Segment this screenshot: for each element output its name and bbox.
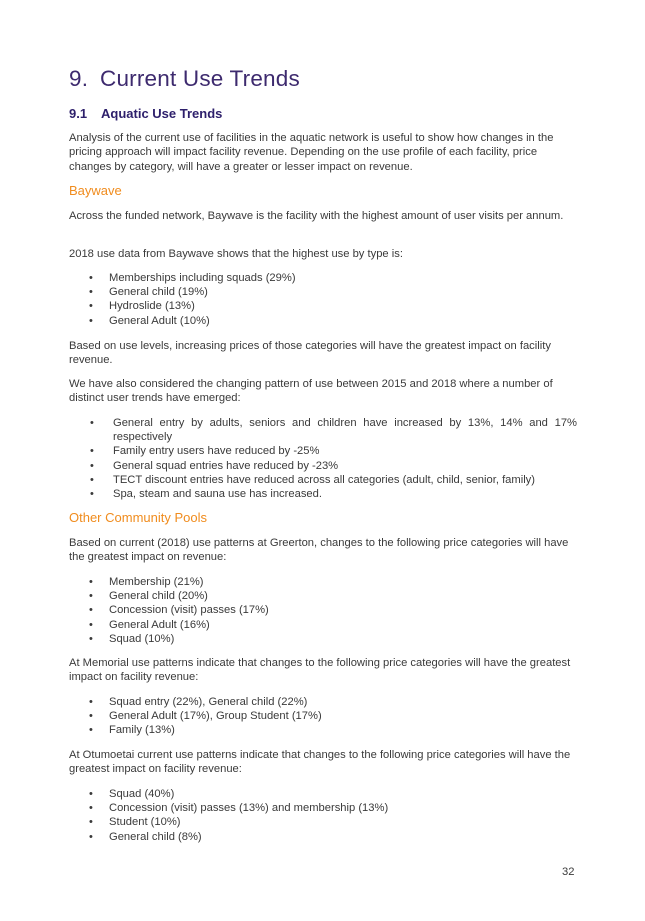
baywave-trends-list	[69, 416, 577, 501]
list-item: • Squad (40%)	[69, 787, 577, 801]
list-item: • Family entry users have reduced by -25%	[69, 444, 577, 458]
list-item: • Hydroslide (13%)	[69, 299, 577, 313]
list-item: • Concession (visit) passes (13%) and membership (13%)	[69, 801, 577, 815]
list-item: • General child (8%)	[69, 830, 577, 844]
list-item: • Squad entry (22%), General child (22%)	[69, 695, 577, 709]
list-item: • Student (10%)	[69, 815, 577, 829]
greerton-list	[69, 575, 577, 646]
list-item: • Spa, steam and sauna use has increased.	[69, 487, 577, 501]
otumoetai-paragraph: At Otumoetai current use patterns indicate that changes to the following price categories will have the greatest impact on facility revenue:	[69, 749, 571, 776]
intro-paragraph: Analysis of the current use of facilities in the aquatic network is useful to show how changes in the pricing approach will impact facility revenue. Depending on the use profile of each facility, price changes by category, will have a greater or lesser impact on revenue.	[69, 132, 554, 173]
chapter-number: 9.	[69, 66, 89, 91]
section-heading	[69, 106, 222, 121]
baywave-paragraph-1: Across the funded network, Baywave is the facility with the highest amount of user visits per annum.	[69, 210, 564, 222]
list-item: • General squad entries have reduced by -23%	[69, 459, 577, 473]
otumoetai-list	[69, 787, 577, 844]
memorial-list	[69, 695, 577, 738]
baywave-paragraph-4: We have also considered the changing pattern of use between 2015 and 2018 where a number of distinct user trends have emerged:	[69, 378, 553, 405]
page-number: 32	[562, 866, 575, 878]
list-item: • Squad (10%)	[69, 632, 577, 646]
baywave-use-list	[69, 271, 577, 328]
list-item: • General child (19%)	[69, 285, 577, 299]
baywave-paragraph-2: 2018 use data from Baywave shows that the highest use by type is:	[69, 248, 403, 260]
list-item: • General Adult (17%), Group Student (17%)	[69, 709, 577, 723]
memorial-paragraph: At Memorial use patterns indicate that changes to the following price categories will have the greatest impact on facility revenue:	[69, 657, 571, 684]
section-title: Aquatic Use Trends	[101, 106, 223, 121]
chapter-title: Current Use Trends	[100, 66, 300, 91]
list-item: • General Adult (16%)	[69, 618, 577, 632]
baywave-paragraph-3: Based on use levels, increasing prices of those categories will have the greatest impact on facility revenue.	[69, 340, 551, 367]
greerton-paragraph: Based on current (2018) use patterns at Greerton, changes to the following price categories will have the greatest impact on revenue:	[69, 537, 569, 564]
list-item: • General child (20%)	[69, 589, 577, 603]
list-item: • TECT discount entries have reduced across all categories (adult, child, senior, family)	[69, 473, 577, 487]
chapter-heading	[69, 66, 300, 92]
list-item: • Membership (21%)	[69, 575, 577, 589]
baywave-heading: Baywave	[69, 183, 122, 198]
list-item: • General entry by adults, seniors and children have increased by 13%, 14% and 17% respectively	[69, 416, 577, 444]
list-item: • Family (13%)	[69, 723, 577, 737]
list-item: • Memberships including squads (29%)	[69, 271, 577, 285]
list-item: • Concession (visit) passes (17%)	[69, 603, 577, 617]
section-number: 9.1	[69, 106, 88, 121]
community-pools-heading: Other Community Pools	[69, 510, 207, 525]
list-item: • General Adult (10%)	[69, 314, 577, 328]
